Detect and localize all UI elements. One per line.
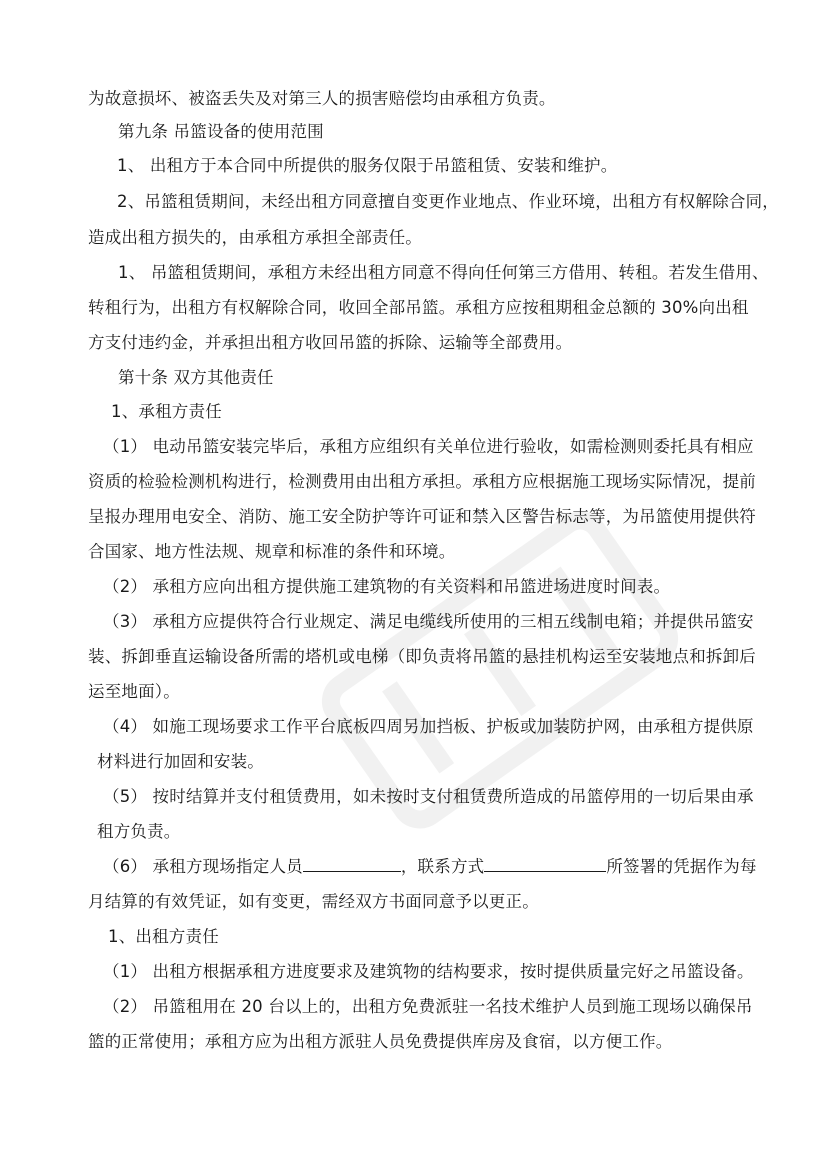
text-line: 1、 出租方于本合同中所提供的服务仅限于吊篮租赁、安装和维护。 xyxy=(117,156,618,175)
article-heading: 第十条 双方其他责任 xyxy=(118,368,274,387)
contact-blank-field[interactable] xyxy=(484,855,606,872)
text-line: （2） 承租方应向出租方提供施工建筑物的有关资料和吊篮进场进度时间表。 xyxy=(103,577,671,596)
text-line: 1、 吊篮租赁期间，承租方未经出租方同意不得向任何第三方借用、转租。若发生借用、 xyxy=(118,263,769,282)
section-heading: 1、承租方责任 xyxy=(111,402,222,421)
text-line: 为故意损坏、被盗丢失及对第三人的损害赔偿均由承租方负责。 xyxy=(88,89,556,108)
text-line: 方支付违约金，并承担出租方收回吊篮的拆除、运输等全部费用。 xyxy=(88,333,573,352)
text-line: 运至地面）。 xyxy=(88,682,180,701)
text-line: （3） 承租方应提供符合行业规定、满足电缆线所使用的三相五线制电箱；并提供吊篮安 xyxy=(103,612,754,631)
text-line: （2） 吊篮租用在 20 台以上的，出租方免费派驻一名技术维护人员到施工现场以确保吊 xyxy=(103,997,753,1016)
text-line: 月结算的有效凭证，如有变更，需经双方书面同意予以更正。 xyxy=(88,892,539,911)
text-line: （4） 如施工现场要求工作平台底板四周另加挡板、护板或加装防护网，由承租方提供原 xyxy=(103,717,754,736)
text-line: 2、吊篮租赁期间，未经出租方同意擅自变更作业地点、作业环境，出租方有权解除合同， xyxy=(117,192,779,211)
text-line: 装、拆卸垂直运输设备所需的塔机或电梯（即负责将吊篮的悬挂机构运至安装地点和拆卸后 xyxy=(88,647,756,666)
text-line: （1） 出租方根据承租方进度要求及建筑物的结构要求，按时提供质量完好之吊篮设备。 xyxy=(103,962,754,981)
text-line: 转租行为，出租方有权解除合同，收回全部吊篮。承租方应按租期租金总额的 30%向出租 xyxy=(88,298,749,317)
text-line: 资质的检验检测机构进行，检测费用由出租方承担。承租方应根据施工现场实际情况，提前 xyxy=(88,472,756,491)
text-line: 造成出租方损失的，由承租方承担全部责任。 xyxy=(88,228,422,247)
personnel-blank-field[interactable] xyxy=(303,855,401,872)
section-heading: 1、出租方责任 xyxy=(108,927,219,946)
text-segment: （6） 承租方现场指定人员 xyxy=(103,857,303,876)
text-line: 合国家、地方性法规、规章和标准的条件和环境。 xyxy=(88,542,456,561)
text-segment: ，联系方式 xyxy=(400,857,485,876)
text-line: 材料进行加固和安装。 xyxy=(97,752,264,771)
text-line: 租方负责。 xyxy=(97,822,181,841)
text-segment: 所签署的凭据作为每 xyxy=(606,857,757,876)
text-line: （1） 电动吊篮安装完毕后，承租方应组织有关单位进行验收，如需检测则委托具有相应 xyxy=(103,437,754,456)
text-line-with-blanks xyxy=(103,855,757,879)
watermark-seal-icon xyxy=(250,420,750,920)
text-line: 呈报办理用电安全、消防、施工安全防护等许可证和禁入区警告标志等，为吊篮使用提供符 xyxy=(88,507,756,526)
text-line: 篮的正常使用；承租方应为出租方派驻人员免费提供库房及食宿，以方便工作。 xyxy=(88,1032,673,1051)
article-heading: 第九条 吊篮设备的使用范围 xyxy=(118,122,324,141)
text-line: （5） 按时结算并支付租赁费用，如未按时支付租赁费所造成的吊篮停用的一切后果由承 xyxy=(103,787,754,806)
